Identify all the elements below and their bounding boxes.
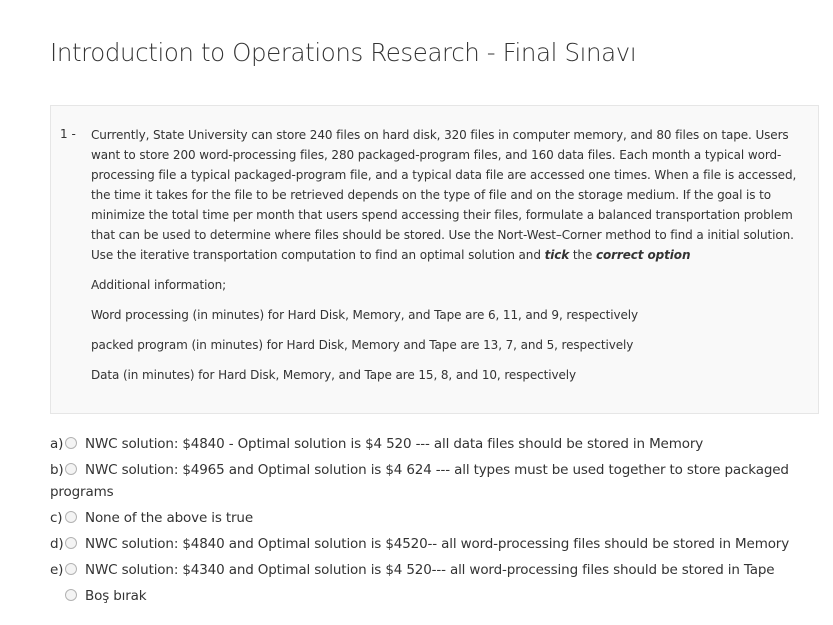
question-number: 1 - xyxy=(60,127,76,141)
option-blank-text: Boş bırak xyxy=(85,588,147,604)
answer-options xyxy=(50,433,820,611)
option-a[interactable] xyxy=(50,433,820,455)
option-a-radio[interactable] xyxy=(65,437,77,449)
info-heading: Additional information; xyxy=(91,278,227,292)
option-letter: c) xyxy=(50,510,63,526)
question-stem xyxy=(91,125,813,265)
question-stem-correct-option: correct option xyxy=(595,248,691,262)
option-d-radio[interactable] xyxy=(65,537,77,549)
option-letter: a) xyxy=(50,436,64,452)
info-word-processing: Word processing (in minutes) for Hard Disk, Memory, and Tape are 6, 11, and 9, respectively xyxy=(91,308,639,322)
option-c-radio[interactable] xyxy=(65,511,77,523)
page-title: Introduction to Operations Research - Final Sınavı xyxy=(50,38,637,67)
option-d[interactable] xyxy=(50,533,820,555)
option-blank[interactable] xyxy=(50,585,820,607)
question-stem-the: the xyxy=(572,248,593,262)
option-e[interactable] xyxy=(50,559,820,581)
info-packed-program: packed program (in minutes) for Hard Disk, Memory and Tape are 13, 7, and 5, respectively xyxy=(91,338,634,352)
option-blank-radio[interactable] xyxy=(65,589,77,601)
option-letter: d) xyxy=(50,536,64,552)
question-box xyxy=(50,105,819,414)
option-text: NWC solution: $4840 and Optimal solution is $4520-- all word-processing files should be stored in Memory xyxy=(85,536,790,552)
option-b-radio[interactable] xyxy=(65,463,77,475)
question-stem-text: Currently, State University can store 240 files on hard disk, 320 files in computer memory, and 80 files on tape. Users want to store 200 word-processing files, 280 packaged-program files, and 160 data files. Each month a typical word-processing file a typical packaged-program file, and a typical data file are accessed one times. When a file is accessed, the time it takes for the file to be retrieved depends on the type of file and on the storage medium. If the goal is to minimize the total time per month that users spend accessing their files, formulate a balanced transportation problem that can be used to determine where files should be stored. Use the Nort-West–Corner method to find a initial solution. Use the iterative transportation computation to find an optimal solution and xyxy=(91,128,797,262)
option-e-radio[interactable] xyxy=(65,563,77,575)
option-text: NWC solution: $4340 and Optimal solution is $4 520--- all word-processing files should be stored in Tape xyxy=(85,562,775,578)
option-letter: e) xyxy=(50,562,64,578)
option-letter: b) xyxy=(50,462,64,478)
option-text: NWC solution: $4965 and Optimal solution is $4 624 --- all types must be used together to store packaged programs xyxy=(50,462,789,500)
option-c[interactable] xyxy=(50,507,820,529)
question-stem-tick: tick xyxy=(544,248,570,262)
info-data: Data (in minutes) for Hard Disk, Memory, and Tape are 15, 8, and 10, respectively xyxy=(91,368,576,382)
option-text: None of the above is true xyxy=(85,510,253,526)
question-body xyxy=(91,125,813,385)
option-text: NWC solution: $4840 - Optimal solution is $4 520 --- all data files should be stored in Memory xyxy=(85,436,704,452)
option-b[interactable] xyxy=(50,459,820,503)
